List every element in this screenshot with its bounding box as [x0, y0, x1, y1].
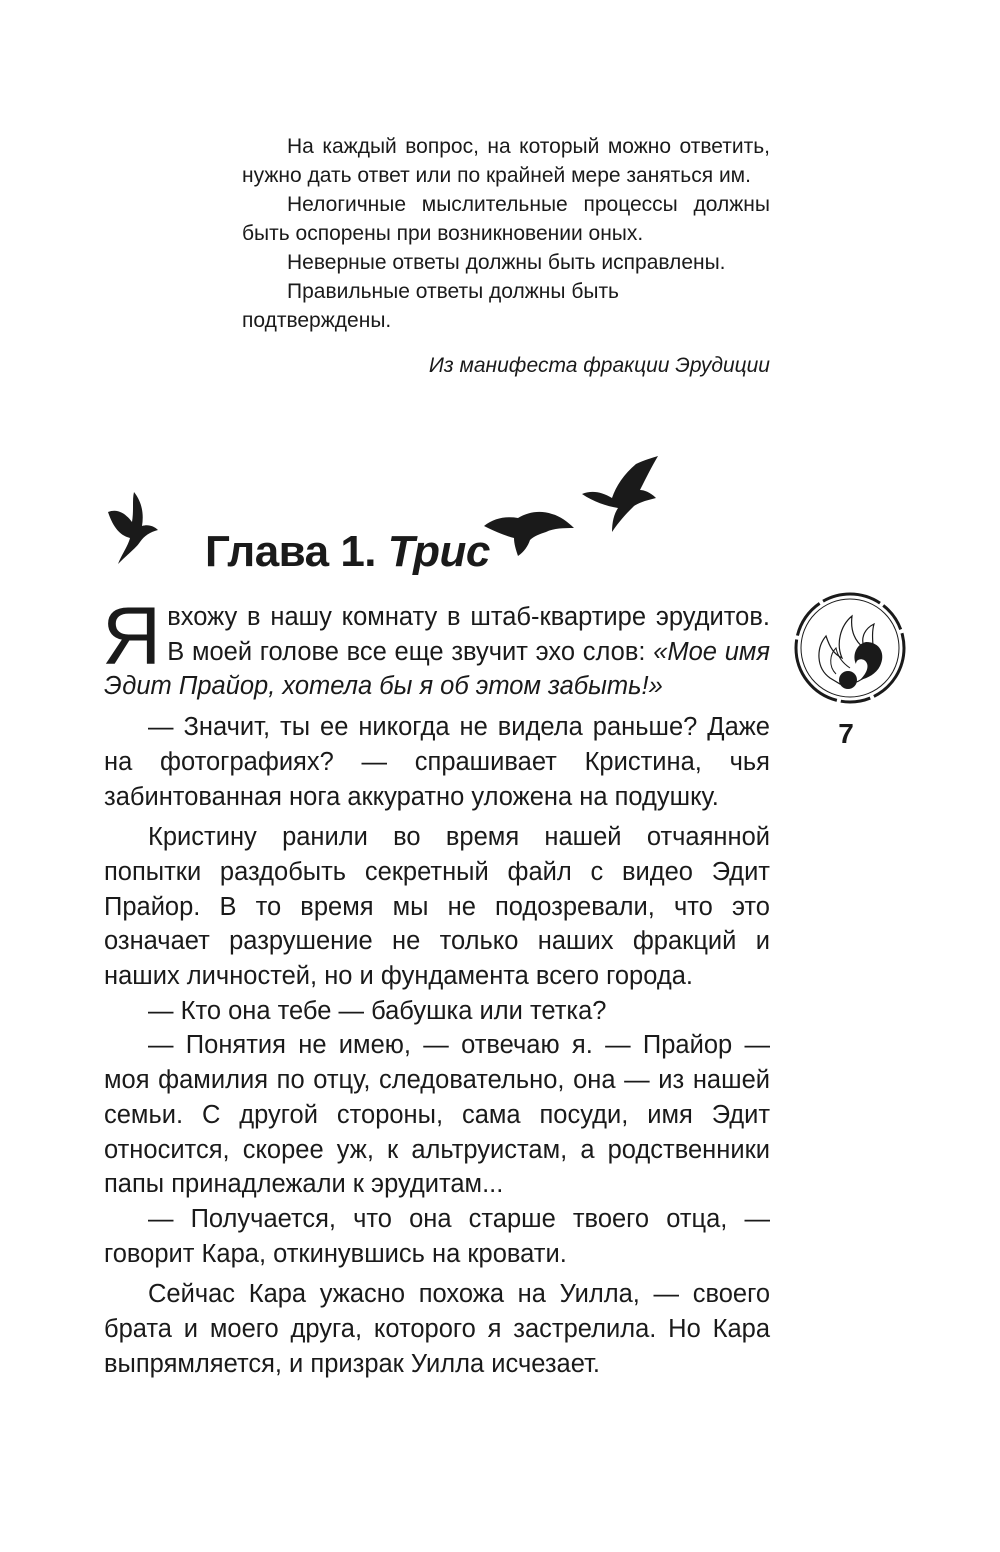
drop-cap: Я	[102, 591, 162, 682]
paragraph-7: Сейчас Кара ужасно похожа на Уилла, — своего брата и моего друга, которого я застрелила. Но Кара выпрямляется, и призрак Уилла исчезает.	[104, 1280, 770, 1378]
paragraph-5: — Понятия не имею, — отвечаю я. — Прайор — моя фамилия по отцу, следовательно, она — из нашей семьи. С другой стороны, сама посуди, имя Эдит относится, скорее уж, к альтруистам, а родственники папы принадлежали к эрудитам...	[104, 1031, 770, 1199]
paragraph-4: — Кто она тебе — бабушка или тетка?	[148, 996, 607, 1025]
paragraph-1-text: вхожу в нашу комнату в штаб-квартире эрудитов. В моей голове все еще звучит эхо слов:	[167, 603, 770, 666]
epigraph-source: Из манифеста фракции Эрудиции	[428, 354, 770, 377]
chapter-body	[102, 591, 770, 1381]
epigraph-line-2: Нелогичные мыслительные процессы должны быть оспорены при возникновении оных.	[242, 193, 770, 245]
chapter-name: Трис	[387, 527, 490, 576]
epigraph-line-4: Правильные ответы должны быть подтверждены.	[242, 280, 620, 332]
chapter-title	[205, 522, 490, 582]
page-number: 7	[838, 718, 854, 749]
bird-icon	[582, 456, 662, 536]
paragraph-6: — Получается, что она старше твоего отца, — говорит Кара, откинувшись на кровати.	[104, 1204, 770, 1268]
epigraph-line-3: Неверные ответы должны быть исправлены.	[287, 251, 726, 274]
bird-icon	[104, 492, 166, 566]
paragraph-1	[102, 591, 770, 704]
paragraph-2: — Значит, ты ее никогда не видела раньше? Даже на фотографиях? — спрашивает Кристина, чья забинтованная нога аккуратно уложена на подушку.	[104, 713, 770, 811]
erudite-faction-emblem-icon	[790, 588, 910, 708]
chapter-label: Глава 1.	[205, 527, 377, 576]
paragraph-3: Кристину ранили во время нашей отчаянной попытки раздобыть секретный файл с видео Эдит Прайор. В то время мы не подозревали, что это означает разрушение не только наших фракций и наших личностей, но и фундамента всего города.	[104, 823, 770, 991]
epigraph	[242, 132, 770, 380]
bird-icon	[484, 506, 576, 558]
epigraph-line-1: На каждый вопрос, на который можно ответить, нужно дать ответ или по крайней мере заняться им.	[242, 135, 770, 187]
paragraph-1-quote: «Мое имя Эдит Прайор, хотела бы я об этом забыть!»	[104, 637, 770, 701]
